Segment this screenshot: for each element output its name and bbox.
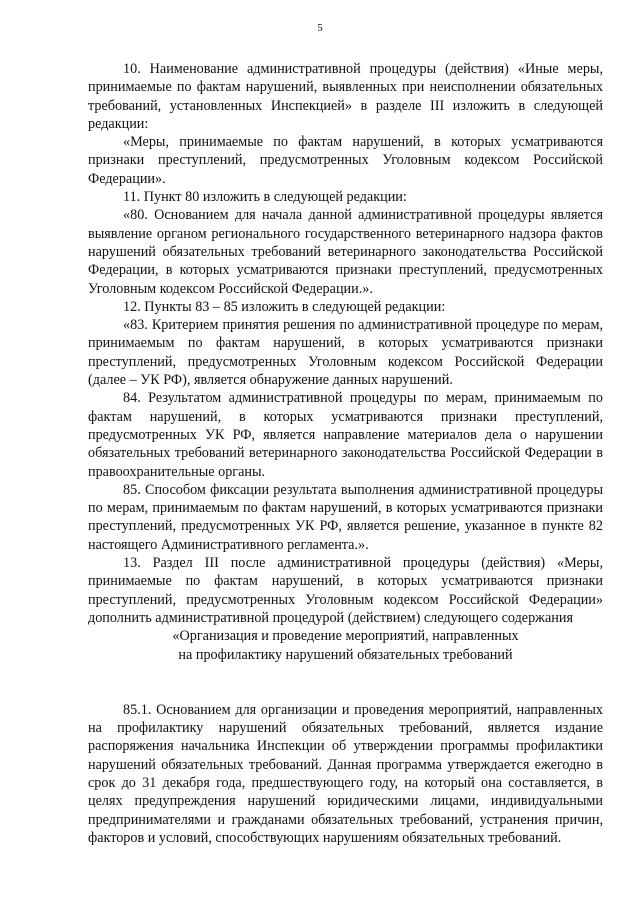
paragraph-clause-85-1: 85.1. Основанием для организации и проведения мероприятий, направленных на профилактику нарушений обязательных требований, является издание распоряжения начальника Инспекции об утверждении программы профилактики нарушений обязательных требований. Данная программа утверждается ежегодно в срок до 31 декабря года, предшествующего году, на который она составляется, в целях предупреждения нарушений юридическими лицами, индивидуальными предпринимателями и гражданами обязательных требований, устранения причин, факторов и условий, способствующих нарушениям обязательных требований. <box>88 701 603 846</box>
paragraph-item-11: 11. Пункт 80 изложить в следующей редакции: <box>123 189 407 206</box>
spacer <box>88 664 603 701</box>
page-number: 5 <box>317 22 323 34</box>
paragraph-item-13: 13. Раздел III после административной процедуры (действия) «Меры, принимаемые по фактам нарушений, в которых усматриваются признаки преступлений, предусмотренных Уголовным кодексом Российской Федерации» дополнить административной процедурой (действием) следующего содержания <box>88 555 603 626</box>
paragraph-item-10: 10. Наименование административной процедуры (действия) «Иные меры, принимаемые по фактам нарушений, выявленных при неисполнении обязательных требований, установленных Инспекцией» в разделе III изложить в следующей редакции: <box>88 61 603 132</box>
section-heading-line-2: на профилактику нарушений обязательных требований <box>178 646 513 663</box>
document-body <box>88 60 603 847</box>
paragraph-clause-80: «80. Основанием для начала данной административной процедуры является выявление органом регионального государственного ветеринарного надзора фактов нарушений обязательных требований ветеринарного законодательства Российской Федерации, в которых усматриваются признаки преступлений, предусмотренных Уголовным кодексом Российской Федерации.». <box>88 207 603 297</box>
section-heading-line-1: «Организация и проведение мероприятий, направленных <box>172 628 519 645</box>
paragraph-quote-measures: «Меры, принимаемые по фактам нарушений, в которых усматриваются признаки преступлений, предусмотренных Уголовным кодексом Российской Федерации». <box>88 134 603 187</box>
paragraph-item-12: 12. Пункты 83 – 85 изложить в следующей редакции: <box>123 298 446 315</box>
paragraph-clause-85: 85. Способом фиксации результата выполнения административной процедуры по мерам, принимаемым по фактам нарушений, в которых усматриваются признаки преступлений, предусмотренных УК РФ, является решение, указанное в пункте 82 настоящего Административного регламента.». <box>88 481 603 553</box>
paragraph-clause-83: «83. Критерием принятия решения по административной процедуре по мерам, принимаемым по фактам нарушений, в которых усматриваются признаки преступлений, предусмотренных Уголовным кодексом Российской Федерации (далее – УК РФ), является обнаружение данных нарушений. <box>88 317 603 389</box>
paragraph-clause-84: 84. Результатом административной процедуры по мерам, принимаемым по фактам нарушений, в которых усматриваются признаки преступлений, предусмотренных УК РФ, является направление материалов дела о нарушении обязательных требований ветеринарного законодательства Российской Федерации в правоохранительные органы. <box>88 390 603 480</box>
